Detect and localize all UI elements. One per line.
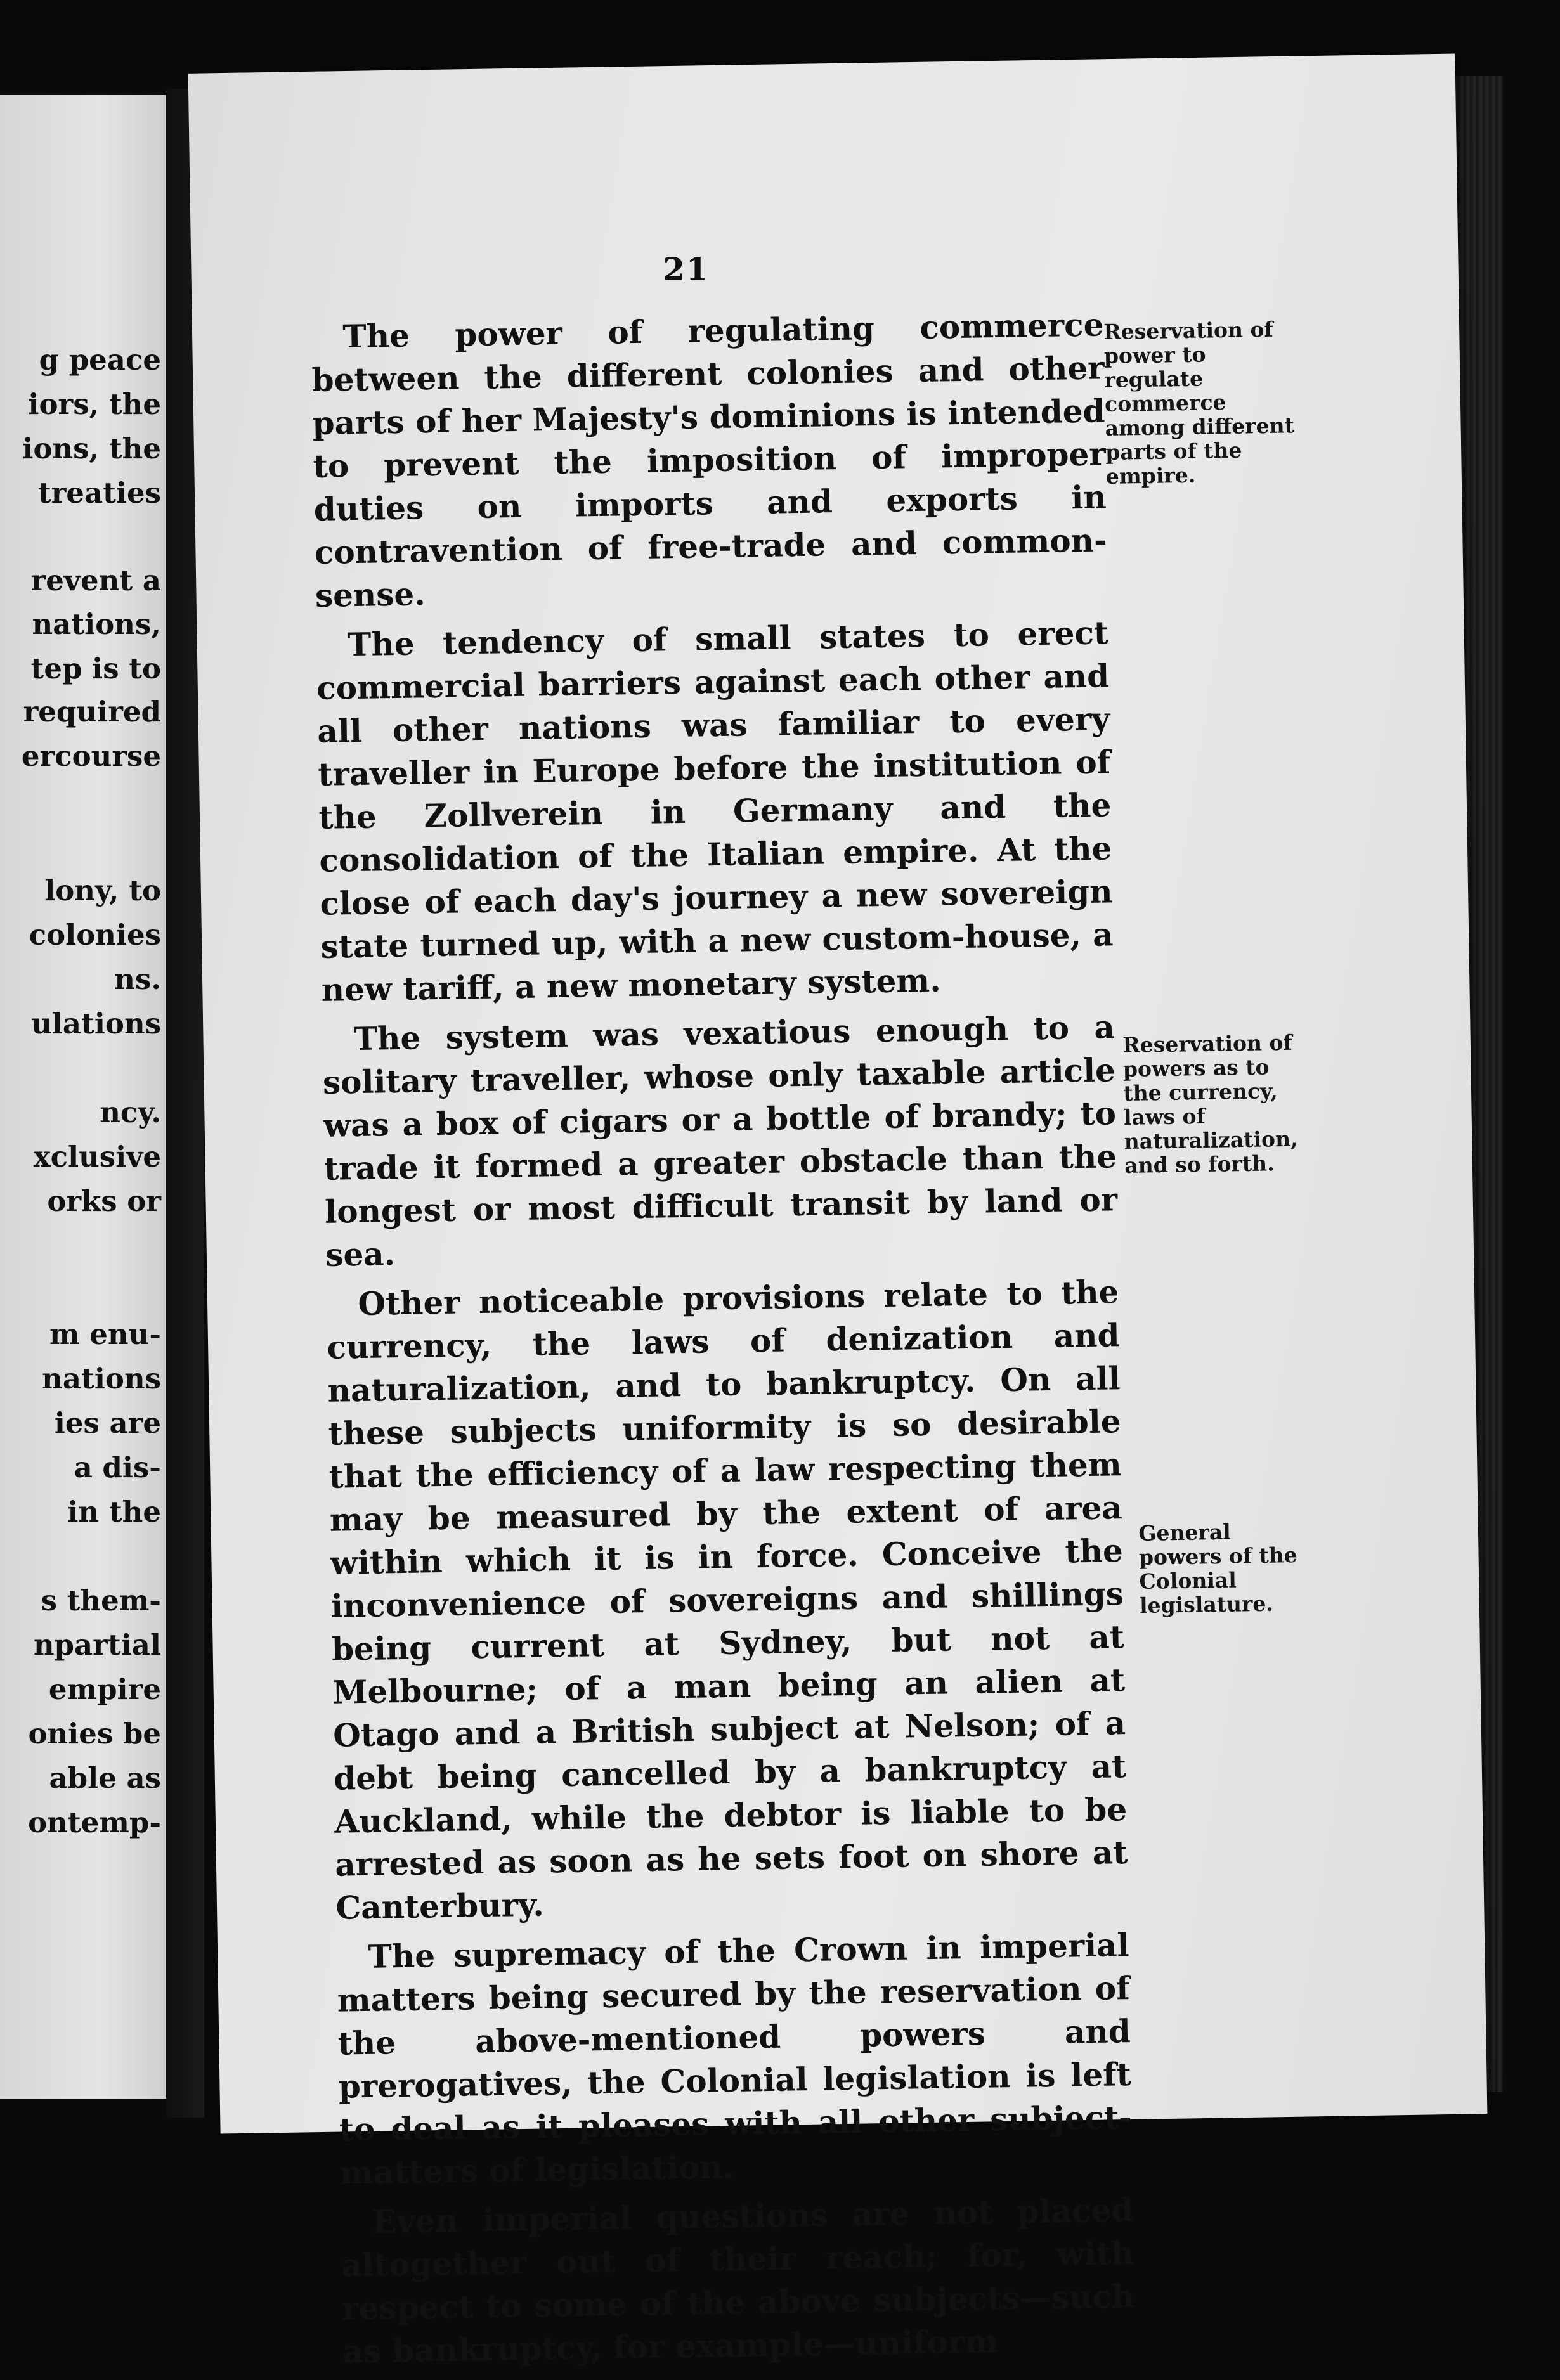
left-page-fragment: onies be xyxy=(28,1717,161,1750)
left-page-fragment: able as xyxy=(49,1761,161,1795)
left-page-fragment: nations, xyxy=(32,607,161,641)
paragraph: Even imperial questions are not placed altogether out of their reach; for, with respect to some of the above subjects—such as bankruptcy, for example—uniform xyxy=(341,2190,1135,2370)
left-page-fragment: a dis- xyxy=(74,1451,161,1484)
left-page-fragment: ontemp- xyxy=(28,1806,161,1839)
paragraph: The system was vexatious enough to a solitary traveller, whose only taxable article was a box of cigars or a bottle of brandy; to trade it formed a greater obstacle than the longest or most difficult transit by land or sea. xyxy=(322,1008,1118,1274)
left-page-fragment: iors, the xyxy=(28,387,161,421)
left-page-fragment: ies are xyxy=(54,1406,161,1440)
left-page-fragment: nations xyxy=(42,1362,161,1395)
left-page-fragment: ulations xyxy=(31,1007,161,1040)
left-page-fragment: ions, the xyxy=(22,432,161,465)
left-page-fragment: empire xyxy=(48,1672,161,1706)
left-page-fragment: colonies xyxy=(29,918,161,952)
left-facing-page xyxy=(0,95,166,2099)
left-page-fragment: ns. xyxy=(114,962,161,996)
left-page-fragment: orks or xyxy=(47,1184,161,1218)
left-page-fragment: xclusive xyxy=(33,1140,161,1174)
left-page-fragment: tep is to xyxy=(30,652,161,685)
left-page-fragment: s them- xyxy=(41,1584,161,1617)
page-number: 21 xyxy=(663,250,710,288)
body-text xyxy=(311,303,1136,2379)
paragraph: The supremacy of the Crown in imperial matters being secured by the reservation of the above-mentioned powers and prerogatives, the Colonial legislation is left to deal as it pleases with all other subject-matters of legislation. xyxy=(337,1926,1133,2192)
margin-note-general-powers: General powers of the Colonial legislature. xyxy=(1138,1519,1298,1618)
left-page-fragment: m enu- xyxy=(49,1317,161,1351)
left-page-fragment: ercourse xyxy=(21,739,161,773)
paragraph: Other noticeable provisions relate to the currency, the laws of denization and naturalization, and to bankruptcy. On all these subjects uniformity is so desirable that the efficiency of a law respecting them may be measured by the extent of area within which it is in force. Conceive the inconvenience of sovereigns and shillings being current at Sydney, but not at Melbourne; of a man being an alien at Otago and a British subject at Nelson; of a debt being cancelled by a bankruptcy at Auckland, while the debtor is liable to be arrested as soon as he sets foot on shore at Canterbury. xyxy=(327,1273,1128,1927)
left-page-fragment: ncy. xyxy=(100,1096,161,1129)
left-page-fragment: npartial xyxy=(33,1628,161,1662)
left-page-fragment: required xyxy=(23,695,161,728)
paragraph: The tendency of small states to erect commercial barriers against each other and all other nations was familiar to every traveller in Europe before the institution of the Zollverein in Germany and the consolidation of the Italian empire. At the close of each day's journey a new sovereign state turned up, with a new custom-house, a new tariff, a new monetary system. xyxy=(316,614,1114,1009)
paragraph: The power of regulating commerce between the different colonies and other parts of her Majesty's dominions is intended to prevent the imposition of improper duties on imports and exports in contravention of free-trade and common-sense. xyxy=(311,306,1108,614)
left-page-fragment: revent a xyxy=(30,564,161,597)
left-page-fragment: in the xyxy=(67,1495,161,1529)
margin-note-currency: Reservation of powers as to the currency, laws of naturalization, and so forth. xyxy=(1122,1030,1298,1178)
margin-note-commerce: Reservation of power to regulate commerce among different parts of the empire. xyxy=(1103,316,1295,489)
left-page-fragment: lony, to xyxy=(44,874,161,907)
left-page-fragment: treaties xyxy=(37,476,161,510)
left-page-fragment: g peace xyxy=(39,343,161,377)
